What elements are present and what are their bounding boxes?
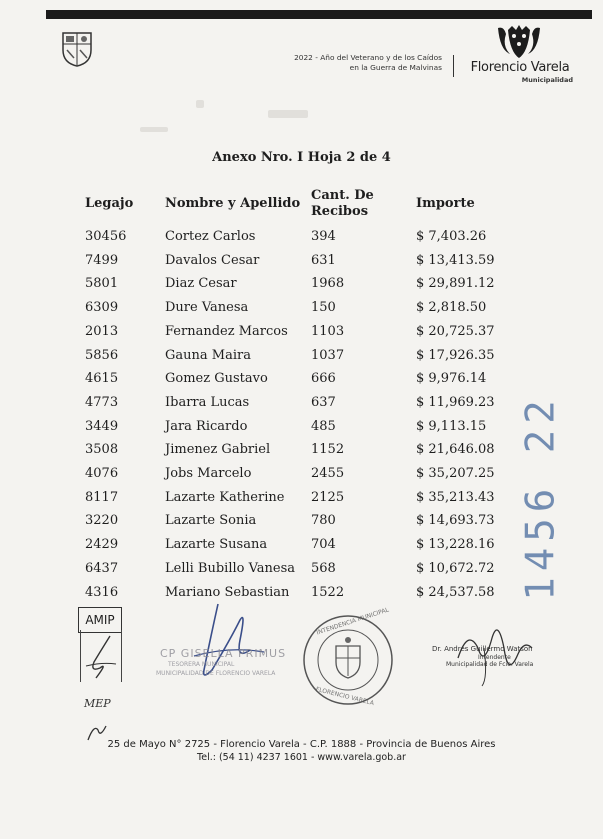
- table-row: [0, 253, 603, 277]
- table-row: [0, 324, 603, 348]
- mep-note: MEP: [84, 697, 111, 710]
- logo-name: Florencio Varela: [470, 60, 570, 75]
- cell-recibos: 1152: [311, 442, 345, 458]
- cell-importe: $ 35,207.25: [416, 466, 495, 481]
- signer-right-name: Dr. Andrés Guillermo Watson: [432, 645, 533, 653]
- cell-importe: $ 10,672.72: [416, 560, 495, 576]
- table-row: [0, 466, 603, 490]
- cell-importe: $ 17,926.35: [416, 347, 495, 363]
- scan-smudge: [140, 127, 168, 132]
- florencio-varela-logo-icon: [494, 24, 544, 60]
- cell-nombre: Lazarte Sonia: [165, 513, 257, 529]
- table-row: [0, 513, 603, 537]
- cell-nombre: Jara Ricardo: [165, 418, 248, 434]
- cell-nombre: Lazarte Katherine: [165, 489, 285, 505]
- cell-recibos: 2125: [311, 489, 345, 505]
- table-row: [0, 371, 603, 395]
- footer-phone: Tel.: (54 11) 4237 1601 - www.varela.gob.ar: [197, 752, 406, 763]
- cell-importe: $ 20,725.37: [416, 323, 495, 339]
- signer-left-title: TESORERA MUNICIPAL: [168, 661, 235, 668]
- cell-nombre: Davalos Cesar: [165, 252, 260, 268]
- table-row: [0, 276, 603, 300]
- cell-nombre: Gomez Gustavo: [165, 371, 268, 387]
- table-row: [0, 348, 603, 372]
- signature-watson-icon: [448, 618, 538, 688]
- header-cant-line2: Recibos: [311, 204, 369, 219]
- table-row: [0, 490, 603, 514]
- footer-address: 25 de Mayo N° 2725 - Florencio Varela - C.P. 1888 - Provincia de Buenos Aires: [107, 739, 496, 750]
- cell-recibos: 568: [311, 560, 336, 576]
- cell-recibos: 1522: [311, 584, 345, 600]
- header-cant: [311, 188, 374, 220]
- cell-importe: $ 11,969.23: [416, 394, 495, 410]
- scan-smudge: [196, 100, 204, 108]
- logo-subtitle: Municipalidad: [521, 76, 573, 84]
- header-nombre: Nombre y Apellido: [165, 196, 301, 211]
- cell-recibos: 394: [311, 229, 336, 244]
- cell-importe: $ 7,403.26: [416, 229, 487, 244]
- header-bar: [46, 10, 592, 19]
- initial-signature-icon: [82, 632, 122, 682]
- coat-of-arms-icon: [60, 30, 94, 68]
- cell-importe: $ 29,891.12: [416, 276, 495, 292]
- cell-legajo: 8117: [85, 489, 119, 505]
- cell-legajo: 3508: [85, 442, 119, 458]
- cell-nombre: Ibarra Lucas: [165, 394, 250, 410]
- cell-recibos: 1103: [311, 323, 345, 339]
- cell-nombre: Fernandez Marcos: [165, 323, 288, 339]
- header-cant-line1: Cant. De: [311, 188, 374, 203]
- cell-legajo: 6309: [85, 300, 119, 316]
- cell-nombre: Jimenez Gabriel: [165, 442, 271, 458]
- cell-importe: $ 2,818.50: [416, 300, 487, 316]
- table-row: [0, 585, 603, 609]
- cell-nombre: Jobs Marcelo: [165, 466, 252, 481]
- cell-importe: $ 9,976.14: [416, 371, 487, 387]
- cell-legajo: 3449: [85, 418, 119, 434]
- cell-recibos: 2455: [311, 466, 345, 481]
- cell-legajo: 4773: [85, 394, 119, 410]
- cell-importe: $ 13,228.16: [416, 537, 495, 553]
- cell-legajo: 4316: [85, 584, 119, 600]
- cell-recibos: 637: [311, 394, 336, 410]
- cell-legajo: 3220: [85, 513, 119, 529]
- cell-importe: $ 21,646.08: [416, 442, 495, 458]
- stamp-number: 1456 22: [518, 394, 564, 601]
- cell-legajo: 4076: [85, 466, 119, 481]
- cell-importe: $ 14,693.73: [416, 513, 495, 529]
- signer-left-org: MUNICIPALIDAD DE FLORENCIO VARELA: [156, 670, 276, 677]
- cell-nombre: Cortez Carlos: [165, 229, 256, 244]
- cell-legajo: 5856: [85, 347, 119, 363]
- cell-legajo: 2429: [85, 537, 119, 553]
- cell-nombre: Lelli Bubillo Vanesa: [165, 560, 296, 576]
- tagline-line-1: 2022 - Año del Veterano y de los Caídos: [294, 53, 442, 62]
- table-row: [0, 561, 603, 585]
- seal-bottom-text: FLORENCIO VARELA: [315, 685, 375, 708]
- table-row: [0, 537, 603, 561]
- cell-recibos: 485: [311, 418, 336, 434]
- signer-right-title: Intendente: [478, 654, 511, 661]
- cell-legajo: 6437: [85, 560, 119, 576]
- cell-recibos: 150: [311, 300, 336, 316]
- cell-importe: $ 24,537.58: [416, 584, 495, 600]
- cell-legajo: 5801: [85, 276, 119, 292]
- amip-label: AMIP: [78, 607, 122, 633]
- table-row: [0, 300, 603, 324]
- cell-nombre: Diaz Cesar: [165, 276, 237, 292]
- cell-importe: $ 13,413.59: [416, 252, 495, 268]
- cell-recibos: 631: [311, 252, 336, 268]
- cell-recibos: 704: [311, 537, 336, 553]
- cell-importe: $ 35,213.43: [416, 489, 495, 505]
- tagline-line-2: en la Guerra de Malvinas: [349, 63, 442, 72]
- seal-top-text: INTENDENCIA MUNICIPAL: [315, 606, 390, 637]
- cell-recibos: 780: [311, 513, 336, 529]
- cell-legajo: 7499: [85, 252, 119, 268]
- cell-recibos: 1037: [311, 347, 345, 363]
- page-title: Anexo Nro. I Hoja 2 de 4: [212, 150, 391, 165]
- scan-smudge: [268, 110, 308, 118]
- cell-recibos: 1968: [311, 276, 345, 292]
- cell-nombre: Gauna Maira: [165, 347, 251, 363]
- header-tagline: [255, 53, 442, 73]
- table-row: [0, 229, 603, 253]
- cell-nombre: Dure Vanesa: [165, 300, 249, 316]
- header-divider: [453, 55, 454, 77]
- table-row: [0, 419, 603, 443]
- header-legajo: Legajo: [85, 196, 134, 211]
- signer-left-name: CP GISELLA PRIMUS: [160, 647, 287, 660]
- header-importe: Importe: [416, 196, 475, 211]
- cell-nombre: Mariano Sebastian: [165, 584, 290, 600]
- table-row: [0, 395, 603, 419]
- cell-recibos: 666: [311, 371, 336, 387]
- cell-legajo: 2013: [85, 323, 119, 339]
- cell-nombre: Lazarte Susana: [165, 537, 268, 553]
- cell-legajo: 4615: [85, 371, 119, 387]
- cell-importe: $ 9,113.15: [416, 418, 487, 434]
- cell-legajo: 30456: [85, 229, 127, 244]
- signer-right-org: Municipalidad de Fcio. Varela: [446, 661, 534, 668]
- table-row: [0, 442, 603, 466]
